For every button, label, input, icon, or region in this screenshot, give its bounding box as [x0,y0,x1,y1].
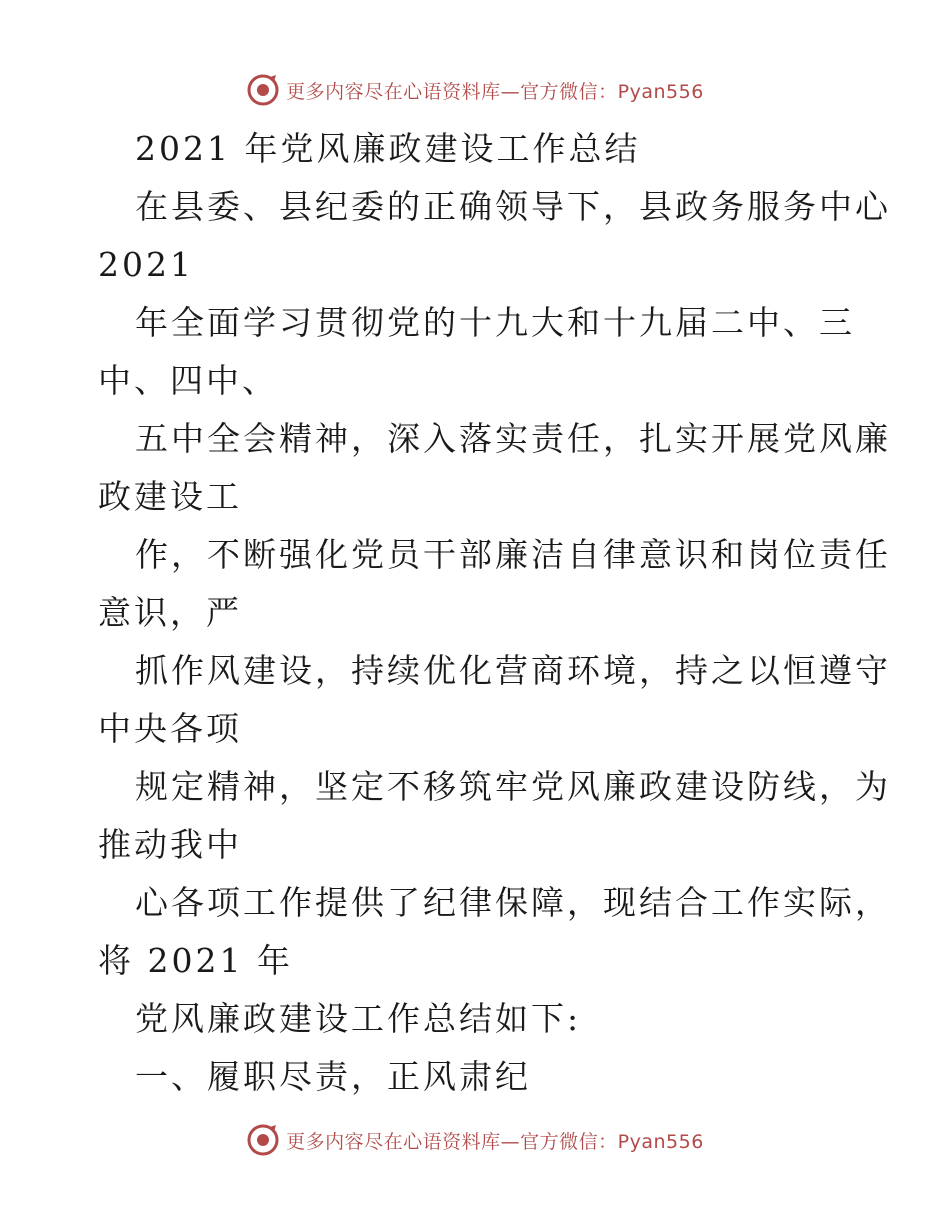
pen-logo-icon [246,73,280,107]
pen-logo-icon [246,1123,280,1157]
text-line: 抓作风建设，持续优化营商环境，持之以恒遵守 [135,651,891,690]
text-line: 作，不断强化党员干部廉洁自律意识和岗位责任 [135,535,891,574]
text-line: 规定精神，坚定不移筑牢党风廉政建设防线，为 [135,767,891,806]
document-title: 2021 年党风廉政建设工作总结 [135,129,641,168]
text-line: 年全面学习贯彻党的十九大和十九届二中、三 [135,303,855,342]
watermark-footer [0,1120,950,1160]
text-line: 意识，严 [98,593,242,632]
text-line: 政建设工 [98,477,242,516]
watermark-header [0,70,950,110]
text-line: 将 2021 年 [98,941,293,980]
watermark-text: 更多内容尽在心语资料库—官方微信：Pyan556 [286,80,704,103]
document-body [98,120,891,1106]
text-line: 中央各项 [98,709,242,748]
text-line: 推动我中 [98,825,242,864]
watermark-text: 更多内容尽在心语资料库—官方微信：Pyan556 [286,1130,704,1153]
text-line: 在县委、县纪委的正确领导下，县政务服务中心 [135,187,891,226]
text-line: 五中全会精神，深入落实责任，扎实开展党风廉 [135,419,891,458]
section-heading: 一、履职尽责，正风肃纪 [135,1057,531,1096]
text-line: 心各项工作提供了纪律保障，现结合工作实际， [135,883,891,922]
text-line: 党风廉政建设工作总结如下: [135,999,582,1038]
text-line: 中、四中、 [98,361,278,400]
text-line: 2021 [98,245,194,284]
